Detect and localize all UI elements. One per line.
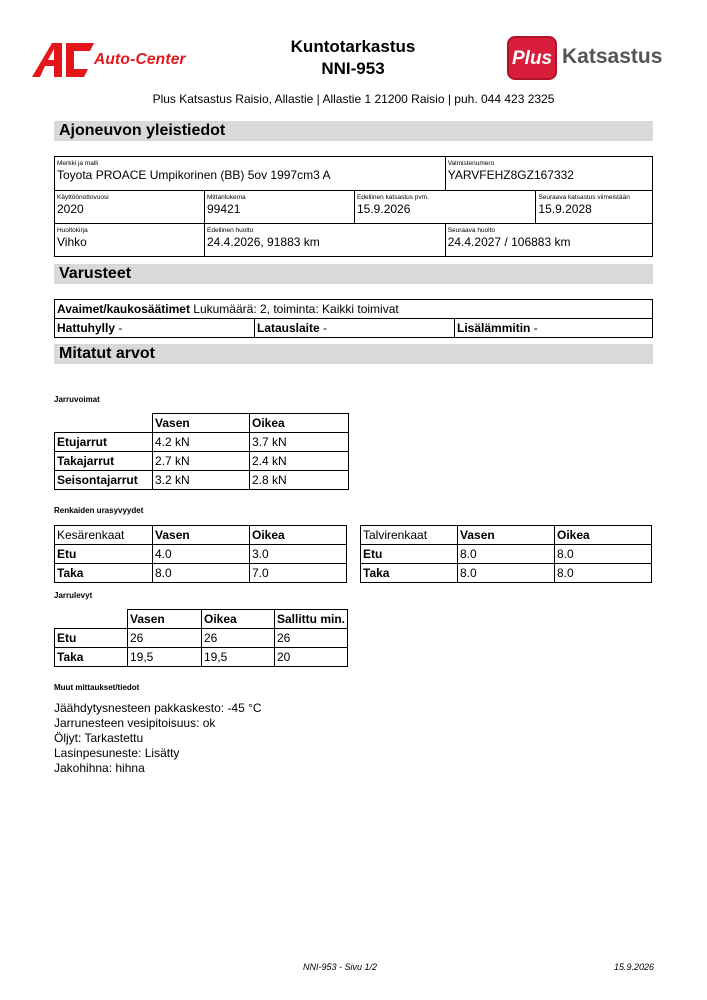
heater-value: - [530,321,538,335]
keys-value: Lukumäärä: 2, toiminta: Kaikki toimivat [189,302,399,316]
winter-row-label: Taka [361,564,458,583]
hitch-cell [55,319,255,338]
discs-col-right: Oikea [202,610,275,629]
summer-tires-name: Kesärenkaat [55,526,153,545]
footer-date: 15.9.2026 [614,962,655,972]
discs-left-value: 19,5 [128,648,202,667]
report-title [253,36,453,80]
summer-col-right: Oikea [250,526,347,545]
summer-left-value: 4.0 [153,545,250,564]
vin-value: YARVFEHZ8GZ167332 [447,168,574,182]
make-cell [55,157,446,191]
summer-right-value: 3.0 [250,545,347,564]
list-item: Jakohihna: hihna [54,761,145,775]
brakes-right-value: 2.4 kN [250,452,349,471]
winter-tires-table [360,525,652,583]
discs-min-value: 20 [275,648,348,667]
prev-service-value: 24.4.2026, 91883 km [207,235,320,249]
discs-row-label: Taka [55,648,128,667]
plus-logo-text: Plus [512,48,553,69]
year-value: 2020 [57,202,84,216]
prev-inspection-value: 15.9.2026 [357,202,411,216]
brakes-row-label: Takajarrut [55,452,153,471]
auto-center-logo-text: Auto-Center [94,51,186,68]
next-inspection-cell [536,191,653,224]
odometer-value: 99421 [207,202,241,216]
vin-label: Valmistenumero [447,160,495,167]
charger-label: Latauslaite [257,321,320,335]
odometer-label: Mittarilukema [207,194,246,201]
summer-tires-table [54,525,347,583]
table-row [55,648,348,667]
winter-right-value: 8.0 [555,545,652,564]
year-label: Käyttöönottovuosi [57,194,109,201]
general-info-table [54,156,653,257]
brakes-col-left: Vasen [153,414,250,433]
brakes-corner [55,414,153,433]
servicebook-value: Vihko [57,235,87,249]
winter-row-label: Etu [361,545,458,564]
brakes-row-label: Seisontajarrut [55,471,153,490]
prev-service-label: Edellinen huolto [207,227,254,234]
section-measured-header [54,344,653,364]
other-measurements-list [54,701,262,776]
next-inspection-label: Seuraava katsastus viimeistään [538,194,630,201]
prev-inspection-label: Edellinen katsastus pvm. [357,194,429,201]
brakes-col-right: Oikea [250,414,349,433]
section-equipment-header [54,264,653,284]
discs-right-value: 19,5 [202,648,275,667]
summer-left-value: 8.0 [153,564,250,583]
discs-col-min: Sallittu min. [275,610,348,629]
vin-cell [445,157,652,191]
table-row [361,545,652,564]
section-general-title: Ajoneuvon yleistiedot [59,122,226,139]
table-row [55,629,348,648]
odometer-cell [205,191,355,224]
brakes-right-value: 3.7 kN [250,433,349,452]
summer-col-left: Vasen [153,526,250,545]
charger-cell [255,319,455,338]
prev-inspection-cell [355,191,536,224]
hitch-value: - [115,321,123,335]
discs-left-value: 26 [128,629,202,648]
next-service-value: 24.4.2027 / 106883 km [447,235,571,249]
servicebook-cell [55,224,205,257]
table-row [55,564,347,583]
summer-row-label: Taka [55,564,153,583]
station-address: Plus Katsastus Raisio, Allastie | Allastie 1 21200 Raisio | puh. 044 423 2325 [152,92,555,106]
plus-katsastus-logo [507,36,672,82]
section-measured-title: Mitatut arvot [59,345,155,362]
next-inspection-value: 15.9.2028 [538,202,592,216]
winter-right-value: 8.0 [555,564,652,583]
winter-col-right: Oikea [555,526,652,545]
table-row [361,564,652,583]
charger-value: - [319,321,328,335]
heater-cell [455,319,653,338]
brakes-right-value: 2.8 kN [250,471,349,490]
discs-corner [55,610,128,629]
table-row [55,433,349,452]
table-row [55,452,349,471]
table-row [55,471,349,490]
winter-col-left: Vasen [458,526,555,545]
brakes-title: Jarruvoimat [54,395,100,404]
footer-page-number: NNI-953 - Sivu 1/2 [302,962,378,972]
list-item: Jäähdytysnesteen pakkaskesto: -45 °C [54,701,262,715]
section-equipment-title: Varusteet [59,265,132,282]
katsastus-logo-text: Katsastus [562,45,663,68]
brakes-table [54,413,349,490]
brakes-left-value: 2.7 kN [153,452,250,471]
discs-min-value: 26 [275,629,348,648]
brakes-left-value: 4.2 kN [153,433,250,452]
report-title-line1: Kuntotarkastus [290,37,416,56]
discs-title: Jarrulevyt [54,591,93,600]
equipment-table [54,299,653,338]
year-cell [55,191,205,224]
prev-service-cell [205,224,446,257]
discs-row-label: Etu [55,629,128,648]
winter-left-value: 8.0 [458,545,555,564]
list-item: Öljyt: Tarkastettu [54,731,144,745]
discs-col-left: Vasen [128,610,202,629]
auto-center-logo [32,40,207,80]
discs-right-value: 26 [202,629,275,648]
table-row [55,545,347,564]
section-general-header [54,121,653,141]
servicebook-label: Huoltokirja [57,227,88,234]
winter-left-value: 8.0 [458,564,555,583]
other-title: Muut mittaukset/tiedot [54,683,140,692]
keys-label: Avaimet/kaukosäätimet [57,302,190,316]
summer-row-label: Etu [55,545,153,564]
brakes-left-value: 3.2 kN [153,471,250,490]
make-label: Merkki ja malli [57,160,99,167]
next-service-cell [445,224,652,257]
hitch-label: Hattuhylly [57,321,116,335]
make-value: Toyota PROACE Umpikorinen (BB) 5ov 1997cm3 A [57,168,331,182]
summer-right-value: 7.0 [250,564,347,583]
ac-logo-icon [32,40,96,80]
next-service-label: Seuraava huolto [447,227,496,234]
tires-title: Renkaiden urasyvyydet [54,506,144,515]
report-title-plate: NNI-953 [321,59,385,78]
plus-logo-icon [507,36,557,80]
list-item: Lasinpesuneste: Lisätty [54,746,180,760]
brakes-row-label: Etujarrut [55,433,153,452]
discs-table [54,609,348,667]
heater-label: Lisälämmitin [457,321,531,335]
keys-cell [55,300,653,319]
winter-tires-name: Talvirenkaat [361,526,458,545]
list-item: Jarrunesteen vesipitoisuus: ok [54,716,216,730]
